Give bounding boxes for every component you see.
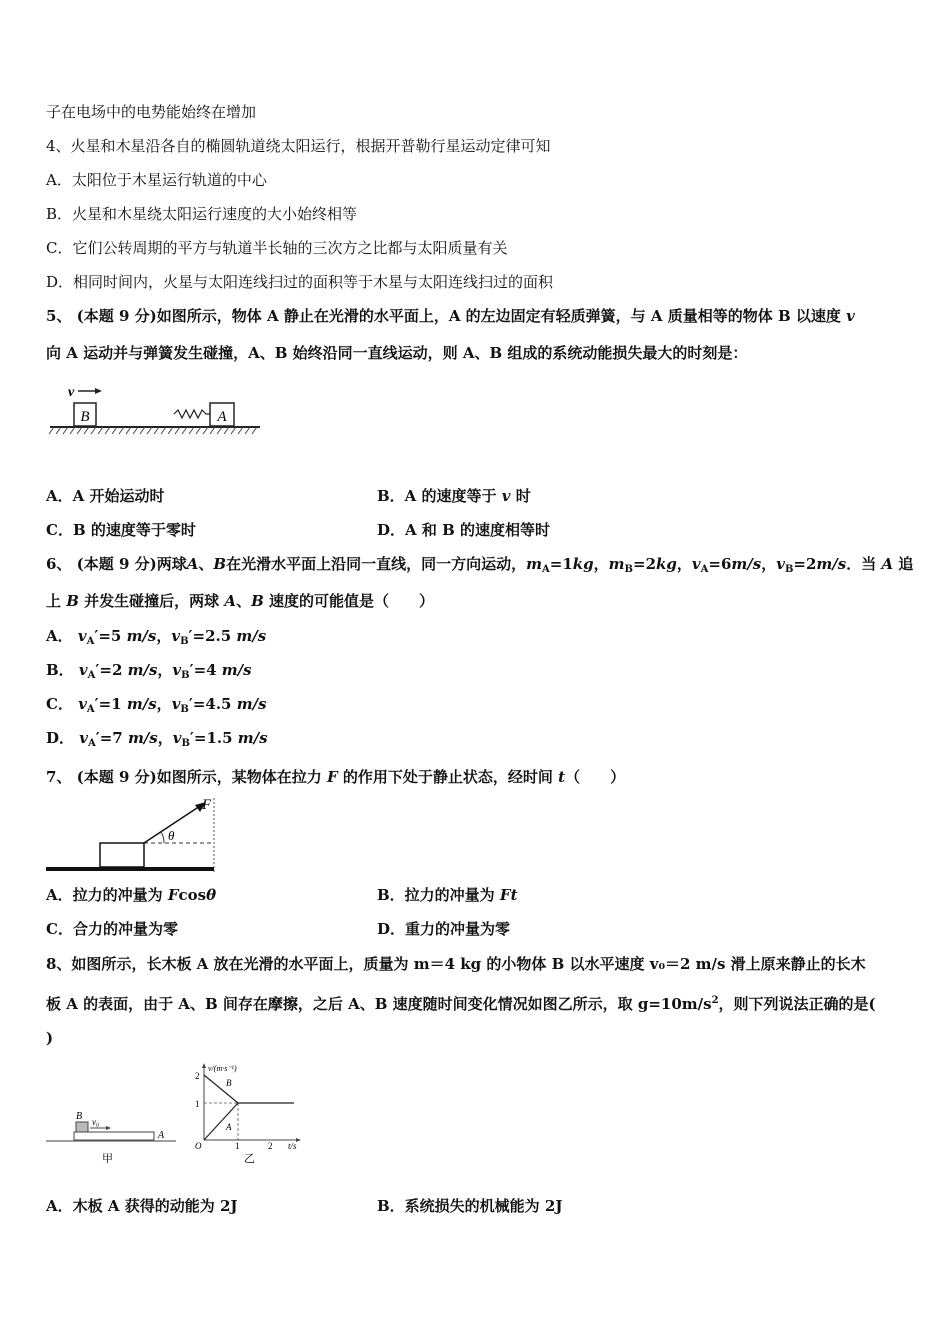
question-5-option-c: C．B 的速度等于零时 — [46, 521, 196, 539]
question-6-option-b: B． $v_A'=2$ m/s，$v_B'=4$ m/s — [46, 661, 252, 681]
block — [100, 843, 144, 867]
question-5-option-a: A．A 开始运动时 — [46, 487, 165, 505]
velocity-label: v₀ — [92, 1117, 100, 1127]
curve-a-label: A — [226, 1122, 232, 1132]
y-tick-2: 2 — [195, 1071, 200, 1081]
question-6-option-a: A． $v_A'=5$ m/s，$v_B'=2.5$ m/s — [46, 627, 267, 647]
question-5-option-d: D．A 和 B 的速度相等时 — [377, 521, 550, 539]
text-line-continuation: 子在电场中的电势能始终在增加 — [46, 103, 257, 121]
figure-caption-right: 乙 — [244, 1152, 255, 1165]
angle-arc — [161, 832, 164, 843]
angle-label: θ — [168, 828, 175, 843]
ground-hatching — [49, 427, 257, 434]
y-axis-arrow — [202, 1063, 206, 1068]
question-5-stem-line2: 向 A 运动并与弹簧发生碰撞，A、B 始终沿同一直线运动，则 A、B 组成的系统动能损失最大的时刻是： — [46, 344, 748, 362]
question-4-option-a: A．太阳位于木星运行轨道的中心 — [46, 171, 267, 189]
block-b — [76, 1122, 88, 1132]
y-axis-label: v/(m·s⁻¹) — [208, 1064, 237, 1073]
board-a — [74, 1132, 154, 1140]
question-6-option-d: D． $v_A'=7$ m/s，$v_B'=1.5$ m/s — [46, 729, 268, 749]
question-4-stem: 4、火星和木星沿各自的椭圆轨道绕太阳运行，根据开普勒行星运动定律可知 — [46, 137, 551, 155]
figure-caption-left: 甲 — [102, 1152, 113, 1164]
question-7-figure — [44, 794, 220, 874]
question-8-figure-right — [186, 1060, 306, 1168]
question-6-stem-line1: 6、 (本题 9 分)两球A、B在光滑水平面上沿同一直线，同一方向运动，$m_A=1kg$，$m_B=2kg$，$v_A=6m/s$，$v_B=2m/s$．当 A 追 — [46, 555, 914, 575]
question-7-stem: 7、 (本题 9 分)如图所示，某物体在拉力 F 的作用下处于静止状态，经时间 t（ ） — [46, 768, 626, 786]
velocity-arrow-head — [95, 388, 102, 394]
x-axis-arrow — [296, 1138, 301, 1142]
question-4-option-c: C．它们公转周期的平方与轨道半长轴的三次方之比都与太阳质量有关 — [46, 239, 508, 257]
question-4-option-b: B．火星和木星绕太阳运行速度的大小始终相等 — [46, 205, 358, 223]
origin-label: O — [195, 1141, 202, 1151]
x-tick-1: 1 — [235, 1141, 240, 1151]
question-5-stem-line1: 5、 (本题 9 分)如图所示，物体 A 静止在光滑的水平面上，A 的左边固定有轻质弹簧，与 A 质量相等的物体 B 以速度 v — [46, 307, 855, 325]
question-8-stem-line1: 8、如图所示，长木板 A 放在光滑的水平面上，质量为 m＝4 kg 的小物体 B 以水平速度 v₀＝2 m/s 滑上原来静止的长木 — [46, 955, 866, 973]
question-8-stem-line3: ) — [46, 1029, 54, 1047]
line-a — [204, 1103, 238, 1140]
board-a-label: A — [158, 1130, 165, 1141]
force-label: F — [202, 797, 212, 813]
line-b — [204, 1075, 238, 1103]
question-8-option-b: B．系统损失的机械能为 2J — [377, 1197, 563, 1215]
question-6-stem-line2: 上 B 并发生碰撞后，两球 A、B 速度的可能值是（ ） — [46, 592, 435, 610]
question-8-figure-left — [44, 1104, 180, 1164]
question-7-option-d: D．重力的冲量为零 — [377, 920, 511, 938]
question-5-option-b: B．A 的速度等于 v 时 — [377, 487, 531, 505]
question-7-option-c: C．合力的冲量为零 — [46, 920, 178, 938]
velocity-arrow-head — [106, 1126, 111, 1130]
block-b-label: B — [76, 1111, 83, 1122]
spring — [174, 410, 210, 418]
question-8-option-a: A．木板 A 获得的动能为 2J — [46, 1197, 238, 1215]
question-7-option-b: B．拉力的冲量为 Ft — [377, 886, 518, 904]
question-5-figure — [48, 380, 266, 440]
block-b-label: B — [80, 409, 90, 425]
x-axis-label: t/s — [288, 1141, 297, 1151]
question-4-option-d: D．相同时间内，火星与太阳连线扫过的面积等于木星与太阳连线扫过的面积 — [46, 273, 554, 291]
velocity-label: v — [68, 385, 75, 400]
block-a-label: A — [217, 409, 227, 425]
question-6-option-c: C． $v_A'=1$ m/s，$v_B'=4.5$ m/s — [46, 695, 267, 715]
question-7-option-a: A．拉力的冲量为 Fcosθ — [46, 886, 217, 904]
x-tick-2: 2 — [268, 1141, 273, 1151]
y-tick-1: 1 — [195, 1099, 200, 1109]
curve-b-label: B — [226, 1078, 232, 1088]
question-8-stem-line2: 板 A 的表面，由于 A、B 间存在摩擦，之后 A、B 速度随时间变化情况如图乙所示，取 $g=10m/s^2$，则下列说法正确的是( — [46, 995, 876, 1013]
